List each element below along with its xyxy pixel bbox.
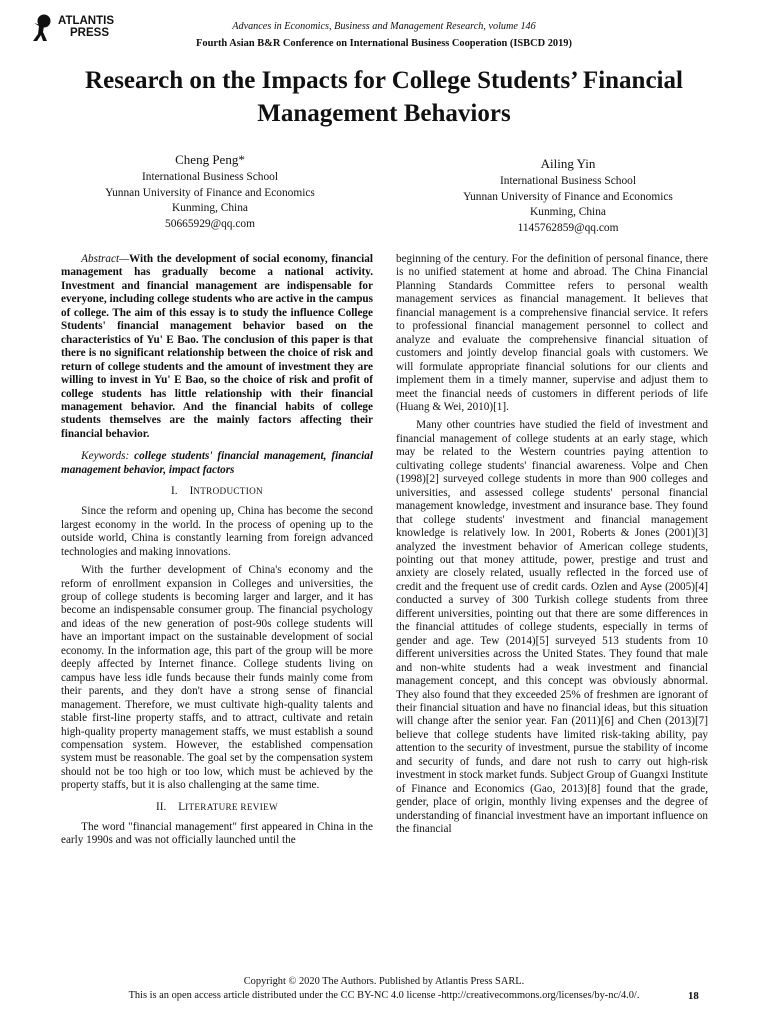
conference-line: Fourth Asian B&R Conference on International Business Cooperation (ISBCD 2019) bbox=[196, 38, 572, 49]
license-line: This is an open access article distributed under the CC BY-NC 4.0 license -http://creativecommons.org/licenses/by-nc/4.0/. bbox=[128, 990, 640, 1001]
venue-line: Advances in Economics, Business and Management Research, volume 146 bbox=[232, 21, 536, 32]
abstract-text: With the development of social economy, financial management has gradually become a national activity. Investment and financial management are indispensable for everyone, including college students who are active in the campus of college. The aim of this essay is to study the influence College Students' financial management behavior based on the characteristics of Yu' E Bao. The conclusion of this paper is that there is no significant relationship between the choice of risk and return of college students and the amount of investment they are willing to invest in Yu' E Bao, so the choice of risk and profit of college students has little relationship with their financial management behavior. And the financial habits of college students themselves are the mainly factors affecting their financial behavior. bbox=[61, 253, 373, 440]
keywords-text: college students' financial management, financial management behavior, impact factors bbox=[61, 450, 373, 476]
literature-paragraph-1: The word "financial management" first appeared in China in the early 1990s and was not officially launched until the bbox=[61, 820, 373, 847]
logo-text: ATLANTIS PRESS bbox=[58, 15, 115, 39]
left-column bbox=[61, 253, 373, 853]
author-location: Kunming, China bbox=[172, 202, 248, 214]
author-email: 1145762859@qq.com bbox=[517, 221, 619, 234]
author-university: Yunnan University of Finance and Economics bbox=[463, 190, 673, 203]
copyright-line: Copyright © 2020 The Authors. Published by Atlantis Press SARL. bbox=[243, 976, 525, 987]
author-dept: International Business School bbox=[141, 171, 279, 183]
right-paragraph-2: Many other countries have studied the field of investment and financial management of college students at an early stage, which may be related to the Western countries paying attention to cultivating college students' financial awareness. Volpe and Chen (1998)[2] surveyed college students in more than 900 colleges and universities, and assessed college students' personal financial management knowledge, investment and insurance base. They found that college students' investment and financial management knowledge is relatively low. In 2001, Roberts & Jones (2001)[3] analyzed the investment behavior of American college students, pointing out that money attitude, power, prestige and trust and anxiety are closely related, usually reflected in the forced use of credit and the frequent use of credit cards. Ozlen and Ayse (2005)[4] conducted a survey of 300 Turkish college students from three different universities, pointing out that there are some differences in the financial attitudes of college students, especially in terms of gender and age. Tew (2014)[5] surveyed 513 students from 10 different universities across the United States. They found that male and non-white students had a weak investment and financial management concept, and this concept was obviously abnormal. They also found that they exceeded 25% of freshmen are ignorant of their financial situation and have no financial ideas, but this situation will change after the senior year. Fan (2011)[6] and Chen (2013)[7] believe that college students have limited risk-taking ability, pay attention to the security of investment, pursue the stability of income and security of funds, and dare not rush to carry out high-risk investment in stock market funds. Subject Group of Guangxi Institute of Finance and Economics (Gao, 2013)[8] found that the grade, gender, place of origin, monthly living expenses and the degree of understanding of financial investment have an important influence on the financial bbox=[396, 419, 708, 836]
author-email: 50665929@qq.com bbox=[165, 217, 255, 230]
keywords-lead: Keywords: bbox=[81, 450, 130, 463]
author-block-2 bbox=[418, 155, 718, 236]
right-paragraph-1: beginning of the century. For the definition of personal finance, there is no unified statement at home and abroad. The China Financial Planning Standards Committee refers to personal wealth management services as financial management. It believes that financial management is a comprehensive financial service. It refers to professional financial management personnel to collect and analyze and evaluate the comprehensive financial situation of customers and jointly develop financial goals with customers. We will formulate appropriate financial solutions for our clients and implement them in a timely manner, supervise and adjust them to meet the financial needs of customers in different periods of life (Huang & Wei, 2010)[1]. bbox=[396, 253, 708, 413]
abstract bbox=[61, 253, 373, 441]
atlas-figure-icon bbox=[30, 14, 54, 42]
author-name: Cheng Peng* bbox=[175, 152, 245, 167]
right-column bbox=[396, 253, 708, 841]
author-university: Yunnan University of Finance and Economics bbox=[105, 186, 315, 199]
author-block-1 bbox=[60, 151, 360, 232]
intro-paragraph-1: Since the reform and opening up, China has become the second largest economy in the world. In the process of opening up to the outside world, China is constantly learning from foreign advanced technologies and making innovations. bbox=[61, 505, 373, 558]
section-heading-introduction: I. INTRODUCTION bbox=[171, 485, 263, 498]
paper-title: Research on the Impacts for College Students’ Financial Management Behaviors bbox=[85, 67, 683, 127]
keywords bbox=[61, 450, 373, 477]
author-dept: International Business School bbox=[499, 175, 637, 187]
author-location: Kunming, China bbox=[530, 206, 606, 218]
abstract-lead: Abstract— bbox=[81, 253, 130, 265]
page-number: 18 bbox=[688, 990, 699, 1002]
author-name: Ailing Yin bbox=[540, 156, 596, 171]
intro-paragraph-2: With the further development of China's economy and the reform of enrollment expansion in Colleges and universities, the group of college students is becoming larger and larger, and it has become an indispensable consumer group. The financial psychology and ideas of the new generation of post-90s college students will have an important impact on the sustainable development of social economy. In the information age, this part of the group will be more deeply affected by Internet finance. College students living on campus have less idle funds because their funds mainly come from their parents, and they don't have a strong sense of financial management. Therefore, we must cultivate high-quality talents and stable first-line property staffs, and to attract, cultivate and retain high-quality property management staffs, we must establish a sound compensation system. However, the established compensation system must be reasonable. The goal set by the compensation system should not be too high or too low, which must be achieved by the property staffs, but it is also challenging at the same time. bbox=[61, 564, 373, 792]
section-heading-literature-review: II. LITERATURE REVIEW bbox=[156, 800, 278, 813]
copyright-footer bbox=[60, 975, 708, 1003]
publisher-logo bbox=[30, 14, 130, 44]
